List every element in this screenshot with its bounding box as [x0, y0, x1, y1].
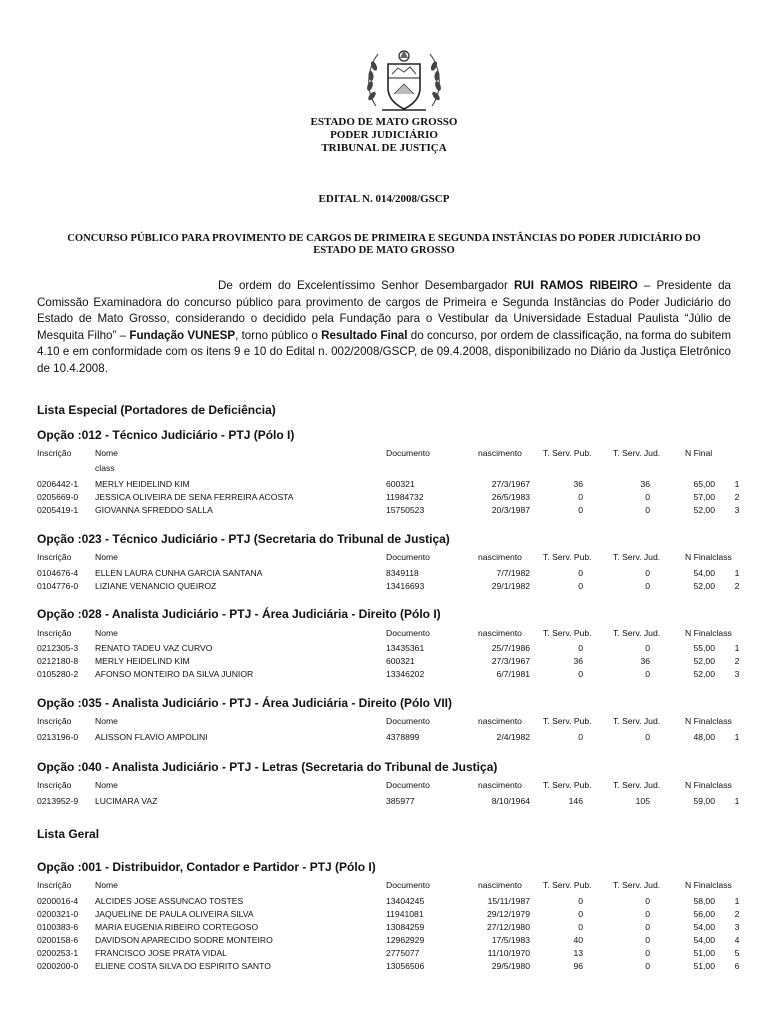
cell-class: 1: [734, 732, 740, 742]
cell-class: 6: [734, 961, 740, 971]
cell-class: 4: [734, 935, 740, 945]
col-t-serv-pub: T. Serv. Pub.: [543, 628, 592, 638]
cell-class: 5: [734, 948, 740, 958]
cell-inscricao: 0105280-2: [37, 669, 79, 679]
cell-nome: ELLEN LAURA CUNHA GARCIA SANTANA: [95, 568, 263, 578]
cell-documento: 4378899: [386, 732, 420, 742]
cell-t-serv-jud: 0: [645, 909, 650, 919]
col-nascimento: nascimento: [478, 716, 522, 726]
cell-documento: 11984732: [386, 492, 424, 502]
cell-t-serv-pub: 0: [578, 643, 583, 653]
col-t-serv-jud: T. Serv. Jud.: [613, 552, 661, 562]
power-title: PODER JUDICIÁRIO: [330, 129, 438, 141]
col-t-serv-pub: T. Serv. Pub.: [543, 716, 592, 726]
cell-t-serv-pub: 36: [573, 656, 583, 666]
cell-inscricao: 0206442-1: [37, 479, 79, 489]
cell-nascimento: 27/12/1980: [486, 922, 530, 932]
col-nascimento: nascimento: [478, 448, 522, 458]
col-n-finalclass: N Finalclass: [685, 552, 732, 562]
cell-inscricao: 0104676-4: [37, 568, 79, 578]
cell-nascimento: 27/3/1967: [491, 479, 530, 489]
cell-inscricao: 0205669-0: [37, 492, 79, 502]
cell-n-final: 52,00: [693, 669, 715, 679]
cell-n-final: 48,00: [693, 732, 715, 742]
cell-n-final: 52,00: [693, 505, 715, 515]
cell-n-final: 54,00: [693, 568, 715, 578]
table-row: [37, 568, 747, 580]
cell-t-serv-pub: 0: [578, 909, 583, 919]
col-inscricao: Inscrição: [37, 716, 72, 726]
state-title: ESTADO DE MATO GROSSO: [310, 116, 458, 128]
coat-of-arms-emblem: [362, 44, 446, 116]
col-t-serv-jud: T. Serv. Jud.: [613, 448, 661, 458]
court-title: TRIBUNAL DE JUSTIÇA: [321, 142, 447, 154]
col-nome: Nome: [95, 716, 118, 726]
cell-nome: JESSICA OLIVEIRA DE SENA FERREIRA ACOSTA: [95, 492, 294, 502]
col-t-serv-jud: T. Serv. Jud.: [613, 628, 661, 638]
cell-class: 1: [734, 643, 740, 653]
cell-nascimento: 17/5/1983: [491, 935, 530, 945]
cell-t-serv-pub: 0: [578, 568, 583, 578]
cell-t-serv-pub: 40: [573, 935, 583, 945]
col-n-finalclass: N Finalclass: [685, 716, 732, 726]
cell-t-serv-jud: 0: [645, 581, 650, 591]
concurso-title-line2: ESTADO DE MATO GROSSO: [313, 245, 455, 256]
column-header-row: [37, 716, 747, 728]
section-title: Opção :035 - Analista Judiciário - PTJ - Área Judiciária - Direito (Pólo VII): [37, 696, 452, 710]
cell-documento: 8349118: [386, 568, 419, 578]
cell-n-final: 52,00: [693, 656, 715, 666]
cell-class: 3: [734, 669, 740, 679]
cell-n-final: 51,00: [693, 961, 715, 971]
desembargador-name: RUI RAMOS RIBEIRO: [514, 279, 638, 292]
cell-documento: 385977: [386, 796, 415, 806]
cell-documento: 13416693: [386, 581, 425, 591]
cell-n-final: 59,00: [693, 796, 715, 806]
cell-n-final: 57,00: [693, 492, 715, 502]
table-row: [37, 581, 747, 593]
cell-nome: GIOVANNA SFREDDO SALLA: [95, 505, 213, 515]
cell-t-serv-jud: 0: [645, 922, 650, 932]
cell-t-serv-pub: 13: [573, 948, 583, 958]
cell-documento: 600321: [386, 479, 415, 489]
col-documento: Documento: [386, 780, 430, 790]
cell-inscricao: 0100383-6: [37, 922, 79, 932]
cell-nome: MARIA EUGENIA RIBEIRO CORTEGOSO: [95, 922, 259, 932]
col-inscricao: Inscrição: [37, 880, 72, 890]
col-n-finalclass: N Finalclass: [685, 780, 732, 790]
col-documento: Documento: [386, 448, 430, 458]
table-row: [37, 505, 747, 517]
concurso-title-line1: CONCURSO PÚBLICO PARA PROVIMENTO DE CARGOS DE PRIMEIRA E SEGUNDA INSTÂNCIAS DO PODER JUDICIÁRIO DO: [67, 233, 701, 244]
cell-t-serv-pub: 0: [578, 896, 583, 906]
cell-t-serv-jud: 0: [645, 961, 650, 971]
cell-inscricao: 0212180-8: [37, 656, 79, 666]
cell-t-serv-pub: 146: [568, 796, 583, 806]
cell-inscricao: 0205419-1: [37, 505, 79, 515]
intro-text-1: De ordem do Excelentíssimo Senhor Desembargador: [218, 279, 515, 292]
cell-nascimento: 29/5/1980: [491, 961, 530, 971]
col-nome: Nome: [95, 552, 118, 562]
cell-inscricao: 0213952-9: [37, 796, 79, 806]
col-inscricao: Inscrição: [37, 552, 72, 562]
col-n-finalclass: N Finalclass: [685, 628, 732, 638]
intro-text-4: do concurso, por ordem de classificação, na forma do subitem 4.10 e em conformidade com os itens 9 e 10 do Edital n. 002/2008/GSCP, de 09.4.2008, disponibilizado no Diário da Justiça Eletrônico de 10.4.2008.: [37, 328, 731, 375]
cell-nascimento: 11/10/1970: [487, 948, 530, 958]
column-header-row: [37, 780, 747, 792]
table-row: [37, 909, 747, 921]
cell-nome: JAQUELINE DE PAULA OLIVEIRA SILVA: [95, 909, 254, 919]
cell-n-final: 54,00: [693, 922, 715, 932]
intro-paragraph: [37, 278, 731, 378]
cell-nome: FRANCISCO JOSE PRATA VIDAL: [95, 948, 227, 958]
edital-number: EDITAL N. 014/2008/GSCP: [318, 193, 450, 205]
cell-documento: 11941081: [386, 909, 424, 919]
col-n-finalclass: N Finalclass: [685, 880, 732, 890]
cell-class: 2: [734, 581, 740, 591]
cell-nome: LUCIMARA VAZ: [95, 796, 158, 806]
cell-inscricao: 0104776-0: [37, 581, 79, 591]
col-nome: Nome: [95, 448, 118, 458]
cell-t-serv-jud: 0: [645, 505, 650, 515]
col-nome: Nome: [95, 628, 118, 638]
table-row: [37, 479, 747, 491]
cell-inscricao: 0200158-6: [37, 935, 79, 945]
cell-class: 1: [734, 479, 740, 489]
table-row: [37, 492, 747, 504]
cell-class: 3: [734, 922, 740, 932]
col-t-serv-pub: T. Serv. Pub.: [543, 780, 592, 790]
col-inscricao: Inscrição: [37, 448, 72, 458]
table-row: [37, 935, 747, 947]
col-documento: Documento: [386, 880, 430, 890]
cell-n-final: 52,00: [693, 581, 715, 591]
cell-t-serv-pub: 0: [578, 581, 583, 591]
col-nome: Nome: [95, 780, 118, 790]
table-row: [37, 669, 747, 681]
col-t-serv-jud: T. Serv. Jud.: [613, 880, 661, 890]
intro-text-3: , torno público o: [235, 328, 322, 342]
col-t-serv-jud: T. Serv. Jud.: [613, 780, 661, 790]
cell-nome: ALISSON FLAVIO AMPOLINI: [95, 732, 208, 742]
column-header-row: [37, 628, 747, 640]
cell-documento: 12962929: [386, 935, 425, 945]
table-row: [37, 922, 747, 934]
cell-t-serv-jud: 0: [645, 568, 650, 578]
cell-documento: 600321: [386, 656, 415, 666]
cell-n-final: 55,00: [693, 643, 715, 653]
cell-nascimento: 8/10/1964: [491, 796, 530, 806]
cell-nascimento: 7/7/1982: [496, 568, 530, 578]
table-row: [37, 732, 747, 744]
cell-n-final: 54,00: [693, 935, 715, 945]
column-header-row: [37, 880, 747, 892]
col-t-serv-jud: T. Serv. Jud.: [613, 716, 661, 726]
cell-class: 2: [734, 492, 740, 502]
cell-nascimento: 26/5/1983: [491, 492, 530, 502]
cell-t-serv-jud: 0: [645, 948, 650, 958]
cell-t-serv-jud: 0: [645, 669, 650, 679]
cell-documento: 2775077: [386, 948, 420, 958]
cell-t-serv-pub: 0: [578, 669, 583, 679]
cell-t-serv-jud: 105: [635, 796, 650, 806]
table-row: [37, 961, 747, 973]
cell-documento: 13404245: [386, 896, 425, 906]
cell-nascimento: 27/3/1967: [491, 656, 530, 666]
cell-documento: 13346202: [386, 669, 425, 679]
cell-class: 2: [734, 656, 740, 666]
section-title: Opção :028 - Analista Judiciário - PTJ - Área Judiciária - Direito (Pólo I): [37, 607, 441, 621]
table-row: [37, 896, 747, 908]
cell-t-serv-jud: 36: [640, 656, 650, 666]
col-nascimento: nascimento: [478, 628, 522, 638]
cell-nascimento: 25/7/1986: [491, 643, 530, 653]
cell-inscricao: 0200200-0: [37, 961, 79, 971]
column-header-row-wrap: [37, 463, 747, 475]
cell-t-serv-pub: 0: [578, 492, 583, 502]
cell-inscricao: 0200016-4: [37, 896, 79, 906]
cell-inscricao: 0200321-0: [37, 909, 79, 919]
lista-geral-heading: Lista Geral: [37, 827, 100, 841]
col-t-serv-pub: T. Serv. Pub.: [543, 880, 592, 890]
table-row: [37, 643, 747, 655]
cell-documento: 13435361: [386, 643, 425, 653]
lista-especial-heading: Lista Especial (Portadores de Deficiência): [37, 403, 276, 417]
cell-nome: AFONSO MONTEIRO DA SILVA JUNIOR: [95, 669, 254, 679]
col-inscricao: Inscrição: [37, 628, 72, 638]
cell-inscricao: 0213196-0: [37, 732, 79, 742]
cell-t-serv-jud: 0: [645, 935, 650, 945]
col-t-serv-pub: T. Serv. Pub.: [543, 552, 592, 562]
cell-nome: RENATO TADEU VAZ CURVO: [95, 643, 213, 653]
col-nome: Nome: [95, 880, 118, 890]
cell-n-final: 65,00: [693, 479, 715, 489]
section-title: Opção :012 - Técnico Judiciário - PTJ (Pólo I): [37, 428, 295, 442]
cell-nome: DAVIDSON APARECIDO SODRE MONTEIRO: [95, 935, 273, 945]
cell-nome: ELIENE COSTA SILVA DO ESPIRITO SANTO: [95, 961, 271, 971]
resultado-final-label: Resultado Final: [321, 328, 408, 342]
cell-nascimento: 29/12/1979: [486, 909, 530, 919]
cell-nascimento: 20/3/1987: [491, 505, 530, 515]
cell-inscricao: 0212305-3: [37, 643, 79, 653]
column-header-row: [37, 552, 747, 564]
cell-documento: 15750523: [386, 505, 425, 515]
cell-documento: 13084259: [386, 922, 425, 932]
cell-n-final: 51,00: [693, 948, 715, 958]
cell-class: 3: [734, 505, 740, 515]
col-n-final: N Final: [685, 448, 713, 458]
section-title: Opção :001 - Distribuidor, Contador e Partidor - PTJ (Pólo I): [37, 860, 376, 874]
cell-n-final: 56,00: [693, 909, 715, 919]
cell-t-serv-jud: 0: [645, 732, 650, 742]
cell-t-serv-pub: 36: [573, 479, 583, 489]
col-nascimento: nascimento: [478, 552, 522, 562]
cell-t-serv-pub: 0: [578, 505, 583, 515]
col-documento: Documento: [386, 628, 430, 638]
cell-documento: 13056506: [386, 961, 425, 971]
section-title: Opção :023 - Técnico Judiciário - PTJ (Secretaria do Tribunal de Justiça): [37, 532, 450, 546]
cell-nome: MERLY HEIDELIND KIM: [95, 479, 190, 489]
cell-t-serv-pub: 0: [578, 922, 583, 932]
intro-text-2: – Presidente da Comissão Examinadora do concurso público para provimento de cargos de Primeira e Segunda Instâncias do Poder Judiciário do Estado de Mato Grosso, considerando o decidido pela Fundação para o Vestibular da Universidade Estadual Paulista “Júlio de Mesquita Filho” –: [37, 279, 732, 342]
cell-t-serv-jud: 0: [645, 896, 650, 906]
section-title: Opção :040 - Analista Judiciário - PTJ - Letras (Secretaria do Tribunal de Justiça): [37, 760, 498, 774]
cell-class: 1: [734, 896, 740, 906]
cell-t-serv-jud: 0: [645, 643, 650, 653]
col-inscricao: Inscrição: [37, 780, 72, 790]
cell-inscricao: 0200253-1: [37, 948, 79, 958]
column-header-row: [37, 448, 747, 460]
cell-nascimento: 6/7/1981: [496, 669, 530, 679]
table-row: [37, 948, 747, 960]
fundacao-name: Fundação VUNESP: [129, 328, 236, 342]
table-row: [37, 656, 747, 668]
cell-t-serv-jud: 36: [640, 479, 650, 489]
col-class: class: [95, 463, 115, 473]
table-row: [37, 796, 747, 808]
cell-class: 1: [734, 796, 740, 806]
cell-t-serv-pub: 0: [578, 732, 583, 742]
col-t-serv-pub: T. Serv. Pub.: [543, 448, 592, 458]
cell-t-serv-pub: 96: [573, 961, 583, 971]
cell-class: 2: [734, 909, 740, 919]
cell-nascimento: 15/11/1987: [487, 896, 530, 906]
cell-nome: MERLY HEIDELIND KIM: [95, 656, 190, 666]
cell-nascimento: 2/4/1982: [496, 732, 530, 742]
cell-nome: LIZIANE VENANCIO QUEIROZ: [95, 581, 217, 591]
col-nascimento: nascimento: [478, 880, 522, 890]
cell-t-serv-jud: 0: [645, 492, 650, 502]
col-nascimento: nascimento: [478, 780, 522, 790]
cell-n-final: 58,00: [693, 896, 715, 906]
cell-class: 1: [734, 568, 740, 578]
cell-nascimento: 29/1/1982: [491, 581, 530, 591]
cell-nome: ALCIDES JOSE ASSUNCAO TOSTES: [95, 896, 244, 906]
col-documento: Documento: [386, 716, 430, 726]
col-documento: Documento: [386, 552, 430, 562]
